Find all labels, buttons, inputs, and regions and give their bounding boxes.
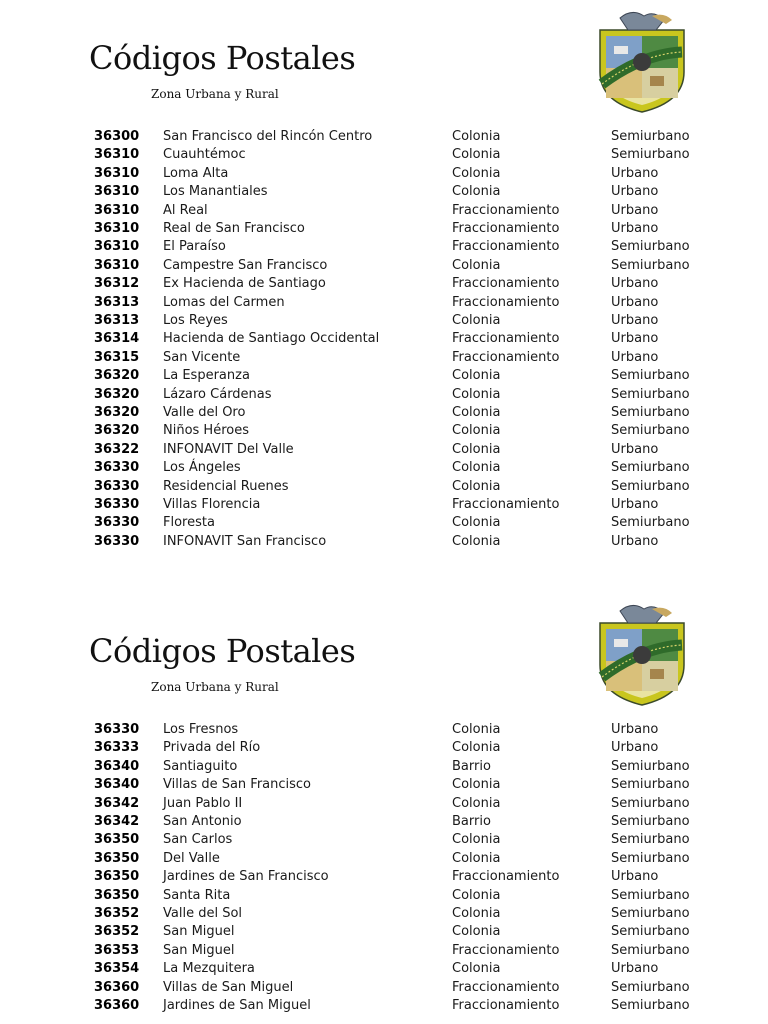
postal-code: 36330 bbox=[94, 515, 140, 531]
settlement-type: Colonia bbox=[452, 441, 501, 457]
settlement-name: Real de San Francisco bbox=[163, 221, 305, 236]
settlement-type: Colonia bbox=[452, 515, 501, 531]
postal-code: 36352 bbox=[94, 906, 140, 921]
settlement-type: Barrio bbox=[452, 758, 491, 774]
postal-code: 36313 bbox=[94, 294, 140, 310]
zone-type: Semiurbano bbox=[611, 515, 690, 531]
postal-code: 36310 bbox=[94, 165, 140, 181]
settlement-type: Colonia bbox=[452, 740, 501, 756]
settlement-name: INFONAVIT Del Valle bbox=[163, 441, 294, 457]
zone-type: Semiurbano bbox=[611, 129, 690, 144]
settlement-name: Los Manantiales bbox=[163, 184, 268, 200]
table-row bbox=[0, 386, 768, 404]
settlement-name: Residencial Ruenes bbox=[163, 478, 289, 494]
settlement-type: Colonia bbox=[452, 147, 501, 163]
settlement-name: San Carlos bbox=[163, 832, 233, 848]
settlement-name: San Antonio bbox=[163, 814, 242, 829]
postal-code: 36360 bbox=[94, 998, 140, 1013]
settlement-type: Colonia bbox=[452, 423, 501, 439]
municipal-crest-logo bbox=[592, 10, 692, 114]
settlement-name: Floresta bbox=[163, 515, 215, 531]
zone-type: Urbano bbox=[611, 294, 659, 310]
zone-type: Urbano bbox=[611, 533, 659, 549]
zone-type: Urbano bbox=[611, 202, 659, 218]
zone-type: Urbano bbox=[611, 331, 659, 347]
zone-type: Semiurbano bbox=[611, 478, 690, 494]
table-row bbox=[0, 979, 768, 997]
settlement-type: Fraccionamiento bbox=[452, 276, 560, 292]
table-row bbox=[0, 795, 768, 813]
table-row bbox=[0, 220, 768, 238]
settlement-type: Colonia bbox=[452, 906, 501, 921]
zone-type: Semiurbano bbox=[611, 386, 690, 402]
zone-type: Urbano bbox=[611, 276, 659, 292]
settlement-name: La Esperanza bbox=[163, 368, 250, 384]
settlement-name: Santa Rita bbox=[163, 887, 231, 903]
zone-type: Semiurbano bbox=[611, 423, 690, 439]
zone-type: Urbano bbox=[611, 722, 659, 737]
page-title: Códigos Postales bbox=[89, 39, 356, 77]
table-row bbox=[0, 758, 768, 776]
zone-type: Semiurbano bbox=[611, 460, 690, 476]
settlement-type: Colonia bbox=[452, 368, 501, 384]
table-row bbox=[0, 514, 768, 532]
settlement-type: Colonia bbox=[452, 478, 501, 494]
settlement-type: Colonia bbox=[452, 832, 501, 848]
settlement-type: Colonia bbox=[452, 386, 501, 402]
zone-type: Semiurbano bbox=[611, 887, 690, 903]
table-row bbox=[0, 257, 768, 275]
zone-type: Urbano bbox=[611, 184, 659, 200]
page-subtitle: Zona Urbana y Rural bbox=[151, 680, 279, 694]
settlement-name: La Mezquitera bbox=[163, 961, 255, 977]
zone-type: Urbano bbox=[611, 869, 659, 885]
settlement-name: Valle del Oro bbox=[163, 405, 246, 420]
zone-type: Semiurbano bbox=[611, 257, 690, 273]
settlement-name: Lázaro Cárdenas bbox=[163, 386, 272, 402]
settlement-type: Colonia bbox=[452, 460, 501, 476]
postal-code: 36342 bbox=[94, 814, 140, 829]
table-row bbox=[0, 312, 768, 330]
zone-type: Semiurbano bbox=[611, 832, 690, 848]
settlement-type: Colonia bbox=[452, 795, 501, 811]
table-row bbox=[0, 997, 768, 1015]
zone-type: Urbano bbox=[611, 497, 659, 512]
postal-code: 36330 bbox=[94, 497, 140, 512]
postal-code: 36330 bbox=[94, 478, 140, 494]
zone-type: Semiurbano bbox=[611, 758, 690, 774]
settlement-type: Colonia bbox=[452, 313, 501, 328]
settlement-name: El Paraíso bbox=[163, 239, 226, 255]
table-row bbox=[0, 942, 768, 960]
settlement-type: Fraccionamiento bbox=[452, 294, 560, 310]
postal-code: 36330 bbox=[94, 722, 140, 737]
table-row bbox=[0, 923, 768, 941]
table-row bbox=[0, 367, 768, 385]
settlement-name: Juan Pablo II bbox=[163, 795, 243, 811]
settlement-type: Fraccionamiento bbox=[452, 497, 560, 512]
table-row bbox=[0, 128, 768, 146]
settlement-name: San Vicente bbox=[163, 349, 241, 365]
table-row bbox=[0, 404, 768, 422]
postal-code: 36330 bbox=[94, 533, 140, 549]
zone-type: Urbano bbox=[611, 221, 659, 236]
settlement-name: Villas de San Francisco bbox=[163, 777, 312, 793]
zone-type: Semiurbano bbox=[611, 405, 690, 420]
zone-type: Semiurbano bbox=[611, 368, 690, 384]
postal-code: 36310 bbox=[94, 221, 140, 236]
settlement-name: Jardines de San Francisco bbox=[163, 869, 329, 885]
zone-type: Urbano bbox=[611, 740, 659, 756]
settlement-name: Jardines de San Miguel bbox=[163, 998, 311, 1013]
table-row bbox=[0, 422, 768, 440]
settlement-name: Privada del Río bbox=[163, 740, 261, 756]
page-subtitle: Zona Urbana y Rural bbox=[151, 87, 279, 101]
settlement-type: Colonia bbox=[452, 257, 501, 273]
table-row bbox=[0, 165, 768, 183]
settlement-type: Fraccionamiento bbox=[452, 202, 560, 218]
postal-code: 36350 bbox=[94, 832, 140, 848]
postal-code: 36310 bbox=[94, 147, 140, 163]
zone-type: Semiurbano bbox=[611, 147, 690, 163]
settlement-type: Colonia bbox=[452, 961, 501, 977]
zone-type: Semiurbano bbox=[611, 924, 690, 940]
postal-code: 36320 bbox=[94, 405, 140, 420]
settlement-type: Colonia bbox=[452, 533, 501, 549]
table-row bbox=[0, 960, 768, 978]
postal-code: 36310 bbox=[94, 257, 140, 273]
table-row bbox=[0, 831, 768, 849]
postal-code: 36340 bbox=[94, 777, 140, 793]
table-row bbox=[0, 146, 768, 164]
zone-type: Semiurbano bbox=[611, 979, 690, 995]
settlement-name: Villas Florencia bbox=[163, 497, 261, 512]
postal-code: 36350 bbox=[94, 869, 140, 885]
table-row bbox=[0, 275, 768, 293]
table-row bbox=[0, 330, 768, 348]
zone-type: Urbano bbox=[611, 313, 659, 328]
postal-code: 36320 bbox=[94, 386, 140, 402]
zone-type: Urbano bbox=[611, 441, 659, 457]
settlement-type: Fraccionamiento bbox=[452, 349, 560, 365]
table-row bbox=[0, 905, 768, 923]
zone-type: Semiurbano bbox=[611, 814, 690, 829]
settlement-name: San Francisco del Rincón Centro bbox=[163, 129, 373, 144]
table-row bbox=[0, 533, 768, 551]
postal-code: 36322 bbox=[94, 441, 140, 457]
settlement-type: Colonia bbox=[452, 722, 501, 737]
settlement-name: San Miguel bbox=[163, 942, 235, 958]
zone-type: Semiurbano bbox=[611, 850, 690, 866]
table-row bbox=[0, 721, 768, 739]
zone-type: Semiurbano bbox=[611, 795, 690, 811]
postal-code: 36353 bbox=[94, 942, 140, 958]
table-row bbox=[0, 349, 768, 367]
postal-code: 36310 bbox=[94, 239, 140, 255]
postal-code: 36300 bbox=[94, 129, 140, 144]
settlement-name: Cuauhtémoc bbox=[163, 147, 246, 163]
settlement-type: Colonia bbox=[452, 887, 501, 903]
settlement-name: Villas de San Miguel bbox=[163, 979, 294, 995]
settlement-type: Fraccionamiento bbox=[452, 221, 560, 236]
postal-code: 36313 bbox=[94, 313, 140, 328]
settlement-type: Colonia bbox=[452, 924, 501, 940]
settlement-name: Ex Hacienda de Santiago bbox=[163, 276, 326, 292]
settlement-type: Colonia bbox=[452, 777, 501, 793]
postal-code: 36342 bbox=[94, 795, 140, 811]
settlement-type: Fraccionamiento bbox=[452, 869, 560, 885]
settlement-name: Al Real bbox=[163, 202, 208, 218]
table-row bbox=[0, 294, 768, 312]
settlement-name: INFONAVIT San Francisco bbox=[163, 533, 327, 549]
postal-code: 36360 bbox=[94, 979, 140, 995]
settlement-type: Colonia bbox=[452, 129, 501, 144]
settlement-name: San Miguel bbox=[163, 924, 235, 940]
table-row bbox=[0, 459, 768, 477]
zone-type: Semiurbano bbox=[611, 998, 690, 1013]
table-row bbox=[0, 887, 768, 905]
settlement-type: Fraccionamiento bbox=[452, 998, 560, 1013]
settlement-type: Fraccionamiento bbox=[452, 979, 560, 995]
settlement-name: Lomas del Carmen bbox=[163, 294, 285, 310]
settlement-type: Fraccionamiento bbox=[452, 331, 560, 347]
postal-code: 36320 bbox=[94, 423, 140, 439]
settlement-name: Los Reyes bbox=[163, 313, 228, 328]
page-title: Códigos Postales bbox=[89, 632, 356, 670]
postal-code: 36333 bbox=[94, 740, 140, 756]
table-row bbox=[0, 813, 768, 831]
table-row bbox=[0, 441, 768, 459]
postal-code: 36315 bbox=[94, 349, 140, 365]
postal-code: 36340 bbox=[94, 758, 140, 774]
table-row bbox=[0, 183, 768, 201]
settlement-name: Hacienda de Santiago Occidental bbox=[163, 331, 380, 347]
settlement-name: Campestre San Francisco bbox=[163, 257, 328, 273]
settlement-type: Colonia bbox=[452, 165, 501, 181]
zone-type: Urbano bbox=[611, 165, 659, 181]
settlement-name: Los Ángeles bbox=[163, 460, 241, 476]
table-row bbox=[0, 868, 768, 886]
settlement-name: Del Valle bbox=[163, 850, 220, 866]
zone-type: Urbano bbox=[611, 961, 659, 977]
settlement-name: Niños Héroes bbox=[163, 423, 249, 439]
settlement-type: Fraccionamiento bbox=[452, 239, 560, 255]
postal-code: 36330 bbox=[94, 460, 140, 476]
municipal-crest-logo bbox=[592, 603, 692, 707]
zone-type: Semiurbano bbox=[611, 906, 690, 921]
settlement-name: Los Fresnos bbox=[163, 722, 239, 737]
table-row bbox=[0, 238, 768, 256]
postal-code: 36350 bbox=[94, 850, 140, 866]
table-row bbox=[0, 776, 768, 794]
table-row bbox=[0, 496, 768, 514]
settlement-type: Colonia bbox=[452, 850, 501, 866]
table-row bbox=[0, 202, 768, 220]
table-row bbox=[0, 478, 768, 496]
postal-code: 36320 bbox=[94, 368, 140, 384]
postal-code: 36352 bbox=[94, 924, 140, 940]
postal-code: 36314 bbox=[94, 331, 140, 347]
settlement-type: Barrio bbox=[452, 814, 491, 829]
settlement-type: Colonia bbox=[452, 405, 501, 420]
settlement-name: Santiaguito bbox=[163, 758, 238, 774]
postal-code: 36350 bbox=[94, 887, 140, 903]
postal-code: 36354 bbox=[94, 961, 140, 977]
settlement-name: Loma Alta bbox=[163, 165, 229, 181]
table-row bbox=[0, 739, 768, 757]
zone-type: Semiurbano bbox=[611, 777, 690, 793]
table-row bbox=[0, 850, 768, 868]
zone-type: Semiurbano bbox=[611, 942, 690, 958]
postal-code: 36312 bbox=[94, 276, 140, 292]
settlement-type: Fraccionamiento bbox=[452, 942, 560, 958]
zone-type: Semiurbano bbox=[611, 239, 690, 255]
zone-type: Urbano bbox=[611, 349, 659, 365]
postal-code: 36310 bbox=[94, 184, 140, 200]
settlement-type: Colonia bbox=[452, 184, 501, 200]
postal-code: 36310 bbox=[94, 202, 140, 218]
settlement-name: Valle del Sol bbox=[163, 906, 243, 921]
